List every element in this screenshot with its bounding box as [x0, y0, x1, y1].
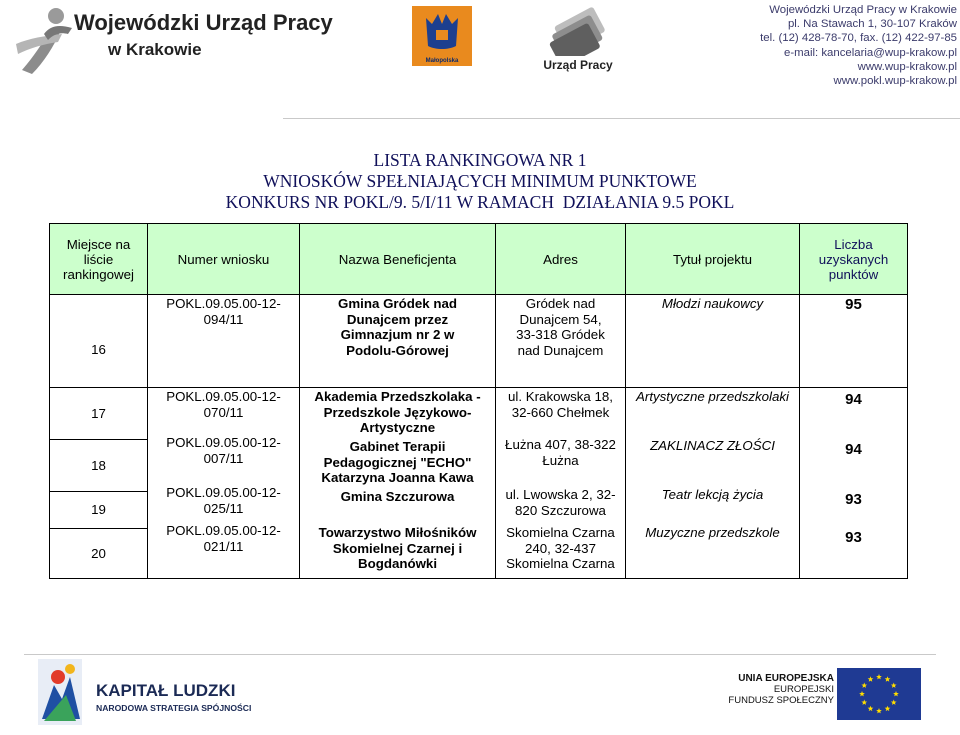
cell-points: 93: [845, 491, 862, 508]
contact-website[interactable]: www.wup-krakow.pl: [857, 60, 957, 73]
malopolska-logo: [412, 6, 472, 66]
col-header-rank: Miejsce na liście rankingowej: [50, 224, 148, 295]
cell-address: ul. Lwowska 2, 32-820 Szczurowa: [505, 487, 616, 518]
urzad-pracy-logo: [532, 2, 624, 72]
cell-beneficiary: Akademia Przedszkolaka - Przedszkole Językowo-Artystyczne: [314, 389, 481, 436]
col-header-beneficiary: Nazwa Beneficjenta: [300, 224, 496, 295]
document-title: [0, 150, 960, 213]
merged-address-cell: [496, 388, 626, 579]
cell-points: 93: [845, 529, 862, 546]
cell-project: Teatr lekcją życia: [661, 487, 764, 502]
cell-project: ZAKLINACZ ZŁOŚCI: [650, 438, 775, 453]
kapital-ludzki-title: KAPITAŁ LUDZKI: [96, 681, 236, 700]
cell-points: 94: [845, 441, 862, 458]
malopolska-caption: Małopolska: [425, 58, 459, 64]
ranking-table: [49, 223, 908, 579]
cell-address: Gródek nad Dunajcem 54, 33-318 Gródek nad Dunajcem: [496, 295, 626, 388]
cell-rank: 20: [50, 529, 148, 579]
eu-flag-icon: [837, 668, 921, 720]
kapital-ludzki-subtitle: NARODOWA STRATEGIA SPÓJNOŚCI: [96, 703, 252, 713]
merged-beneficiary-cell: [300, 388, 496, 579]
urzad-pracy-logo-icon: [532, 2, 624, 56]
eu-line-3: FUNDUSZ SPOŁECZNY: [728, 695, 834, 706]
table-row: [50, 388, 908, 440]
cell-address: Łużna 407, 38-322 Łużna: [505, 437, 616, 468]
cell-number: POKL.09.05.00-12-094/11: [148, 295, 300, 388]
col-header-number: Numer wniosku: [148, 224, 300, 295]
header-divider: [283, 118, 960, 119]
cell-number: POKL.09.05.00-12-007/11: [166, 435, 281, 466]
cell-points: 95: [800, 295, 908, 388]
contact-address: pl. Na Stawach 1, 30-107 Kraków: [787, 18, 957, 31]
col-header-project: Tytuł projektu: [626, 224, 800, 295]
cell-number: POKL.09.05.00-12-070/11: [166, 389, 281, 420]
urzad-pracy-label: Urząd Pracy: [543, 58, 613, 72]
col-header-address: Adres: [496, 224, 626, 295]
title-line-3: KONKURS NR POKL/9. 5/I/11 W RAMACH DZIAŁANIA 9.5 POKL: [225, 192, 735, 212]
eu-logo: [724, 668, 920, 720]
title-line-1: LISTA RANKINGOWA NR 1: [373, 150, 587, 170]
org-name: Wojewódzki Urząd Pracy: [74, 10, 333, 35]
cell-beneficiary: Towarzystwo Miłośników Skomielnej Czarnej i Bogdanówki: [318, 525, 477, 572]
wup-logo: [14, 4, 374, 76]
cell-project: Młodzi naukowcy: [626, 295, 800, 388]
contact-phone: tel. (12) 428-78-70, fax. (12) 422-97-85: [760, 32, 957, 45]
title-line-2: WNIOSKÓW SPEŁNIAJĄCYCH MINIMUM PUNKTOWE: [263, 171, 697, 191]
kapital-ludzki-logo: [36, 655, 276, 730]
cell-address: ul. Krakowska 18, 32-660 Chełmek: [508, 389, 613, 420]
cell-rank: 18: [50, 440, 148, 492]
kapital-ludzki-logo-icon: [36, 655, 92, 729]
cell-beneficiary: Gmina Szczurowa: [340, 489, 455, 504]
contact-block: [760, 3, 957, 88]
col-header-points: Liczba uzyskanych punktów: [800, 224, 908, 295]
malopolska-emblem-icon: [412, 8, 472, 58]
merged-project-cell: [626, 388, 800, 579]
contact-org: Wojewódzki Urząd Pracy w Krakowie: [769, 4, 957, 16]
cell-number: POKL.09.05.00-12-021/11: [166, 523, 281, 554]
eu-line-2: EUROPEJSKI: [773, 684, 834, 695]
table-row: [50, 295, 908, 388]
contact-email[interactable]: e-mail: kancelaria@wup-krakow.pl: [784, 46, 957, 59]
cell-rank: 19: [50, 492, 148, 529]
table-header-row: [50, 224, 908, 295]
cell-beneficiary: Gmina Gródek nad Dunajcem przez Gimnazjum nr 2 w Podolu-Górowej: [300, 295, 496, 388]
cell-rank: 17: [50, 388, 148, 440]
cell-project: Artystyczne przedszkolaki: [636, 389, 789, 404]
cell-points: 94: [845, 391, 862, 408]
merged-points-cell: [800, 388, 908, 579]
cell-number: POKL.09.05.00-12-025/11: [166, 485, 281, 516]
org-city: w Krakowie: [108, 40, 202, 59]
contact-website-pokl[interactable]: www.pokl.wup-krakow.pl: [833, 75, 957, 88]
cell-beneficiary: Gabinet Terapii Pedagogicznej "ECHO" Katarzyna Joanna Kawa: [321, 439, 474, 486]
wup-logo-icon: [14, 4, 76, 76]
cell-rank: 16: [50, 295, 148, 388]
eu-text: [724, 673, 834, 706]
merged-number-cell: [148, 388, 300, 579]
cell-address: Skomielna Czarna 240, 32-437 Skomielna Czarna: [506, 525, 615, 572]
eu-line-1: UNIA EUROPEJSKA: [738, 673, 834, 684]
cell-project: Muzyczne przedszkole: [645, 525, 780, 540]
